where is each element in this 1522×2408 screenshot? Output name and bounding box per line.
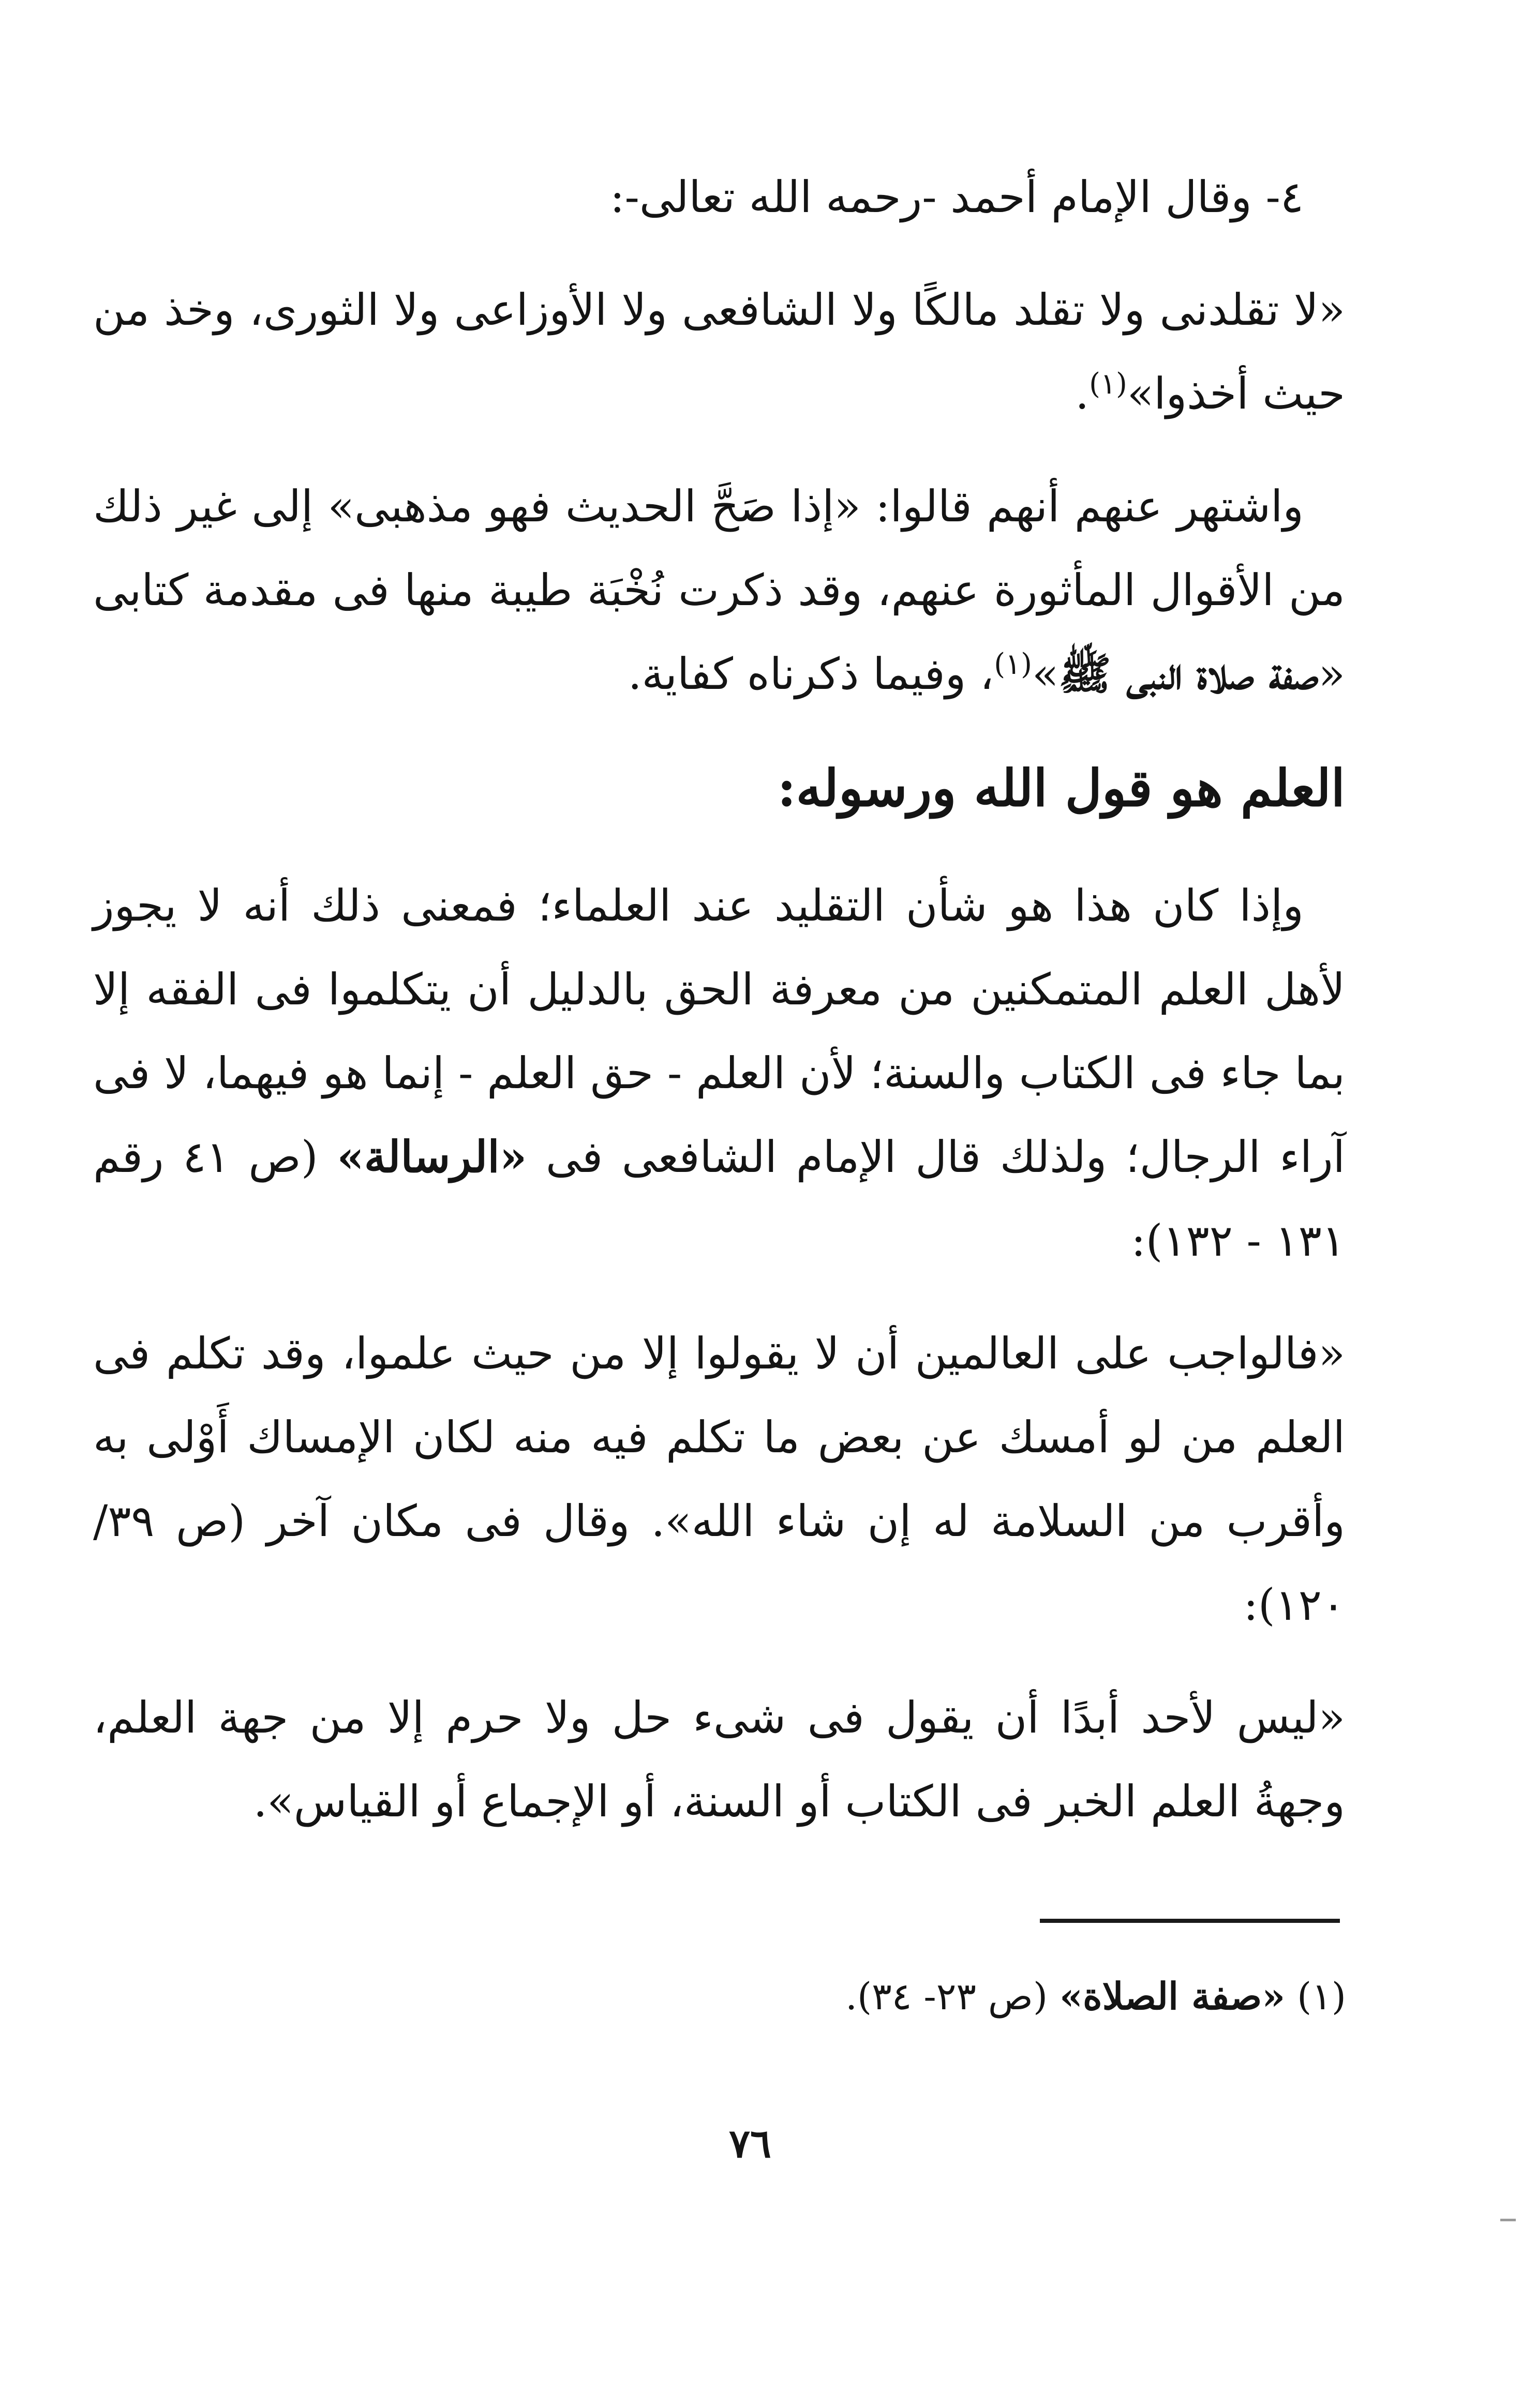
footnote-number: (١) — [1297, 1975, 1346, 2018]
ahmad-quote-body: «لا تقلدنى ولا تقلد مالكًا ولا الشافعى ولا الأوزاعى ولا الثورى، وخذ من حيث أخذوا» — [93, 284, 1345, 419]
section-heading: العلم هو قول الله ورسوله: — [777, 759, 1345, 818]
taqlid-body: وإذا كان هذا هو شأن التقليد عند العلماء؛ فمعنى ذلك أنه لا يجوز لأهل العلم المتمكنين من معرفة الحق بالدليل أن يتكلموا فى الفقه إلا بما جاء فى الكتاب والسنة؛ لأن العلم - حق العلم - إنما هو فيهما، لا فى آراء الرجال؛ ولذلك قال الإمام الشافعى فى — [93, 880, 1346, 1182]
famous-saying-end: ، وفيما ذكرناه كفاية. — [628, 649, 994, 699]
intro-line: ٤- وقال الإمام أحمد -رحمه الله تعالى-: — [610, 172, 1304, 222]
risala-reference: (ص ٤١ رقم ١٣١ - ١٣٢): — [93, 1132, 1345, 1266]
closing-quote-mark: » — [1032, 649, 1059, 699]
book-title-sifat-salat: صفة صلاة النبى ﷺ — [1058, 648, 1319, 699]
footnote-pages: (ص ٢٣- ٣٤). — [845, 1975, 1060, 2018]
ahmad-quote-end: . — [1075, 368, 1090, 419]
shafii-quote-2 — [93, 1676, 1345, 1843]
famous-saying-body: واشتهر عنهم أنهم قالوا: «إذا صَحَّ الحديث فهو مذهبى» إلى غير ذلك من الأقوال المأثورة عنهم، وقد ذكرت نُخْبَة طيبة منها فى مقدمة كتابى « — [93, 481, 1345, 699]
famous-saying-paragraph — [93, 464, 1345, 716]
shafii-quote-1 — [93, 1312, 1345, 1647]
ahmad-quote-text — [93, 268, 1345, 435]
scan-edge-mark — [1500, 2219, 1516, 2221]
shafii-quote-2-text: «ليس لأحد أبدًا أن يقول فى شىء حل ولا حرم إلا من جهة العلم، وجهةُ العلم الخبر فى الكتاب أو السنة، أو الإجماع أو القياس». — [93, 1692, 1345, 1827]
famous-saying-text — [93, 464, 1345, 716]
footnote-ref: (١) — [994, 648, 1032, 681]
footnote-ref: (١) — [1089, 367, 1127, 401]
shafii-quote-1-text: «فالواجب على العالمين أن لا يقولوا إلا من حيث علموا، وقد تكلم فى العلم من لو أمسك عن بعض ما تكلم فيه منه لكان الإمساك أَوْلى به وأقرب من السلامة له إن شاء الله». وقال فى مكان آخر (ص ٣٩/ ١٢٠): — [93, 1328, 1345, 1630]
taqlid-paragraph — [93, 864, 1345, 1283]
footnote-book-title: «صفة الصلاة» — [1059, 1974, 1286, 2018]
page-number: ٧٦ — [729, 2120, 771, 2166]
page-body — [93, 155, 1345, 1872]
intro-paragraph — [93, 155, 1345, 239]
taqlid-text — [93, 864, 1345, 1283]
ahmad-quote — [93, 268, 1345, 435]
book-title-risala: «الرسالة» — [337, 1131, 527, 1182]
footnote — [208, 1965, 1346, 2027]
footnote-divider — [1040, 1919, 1340, 1923]
